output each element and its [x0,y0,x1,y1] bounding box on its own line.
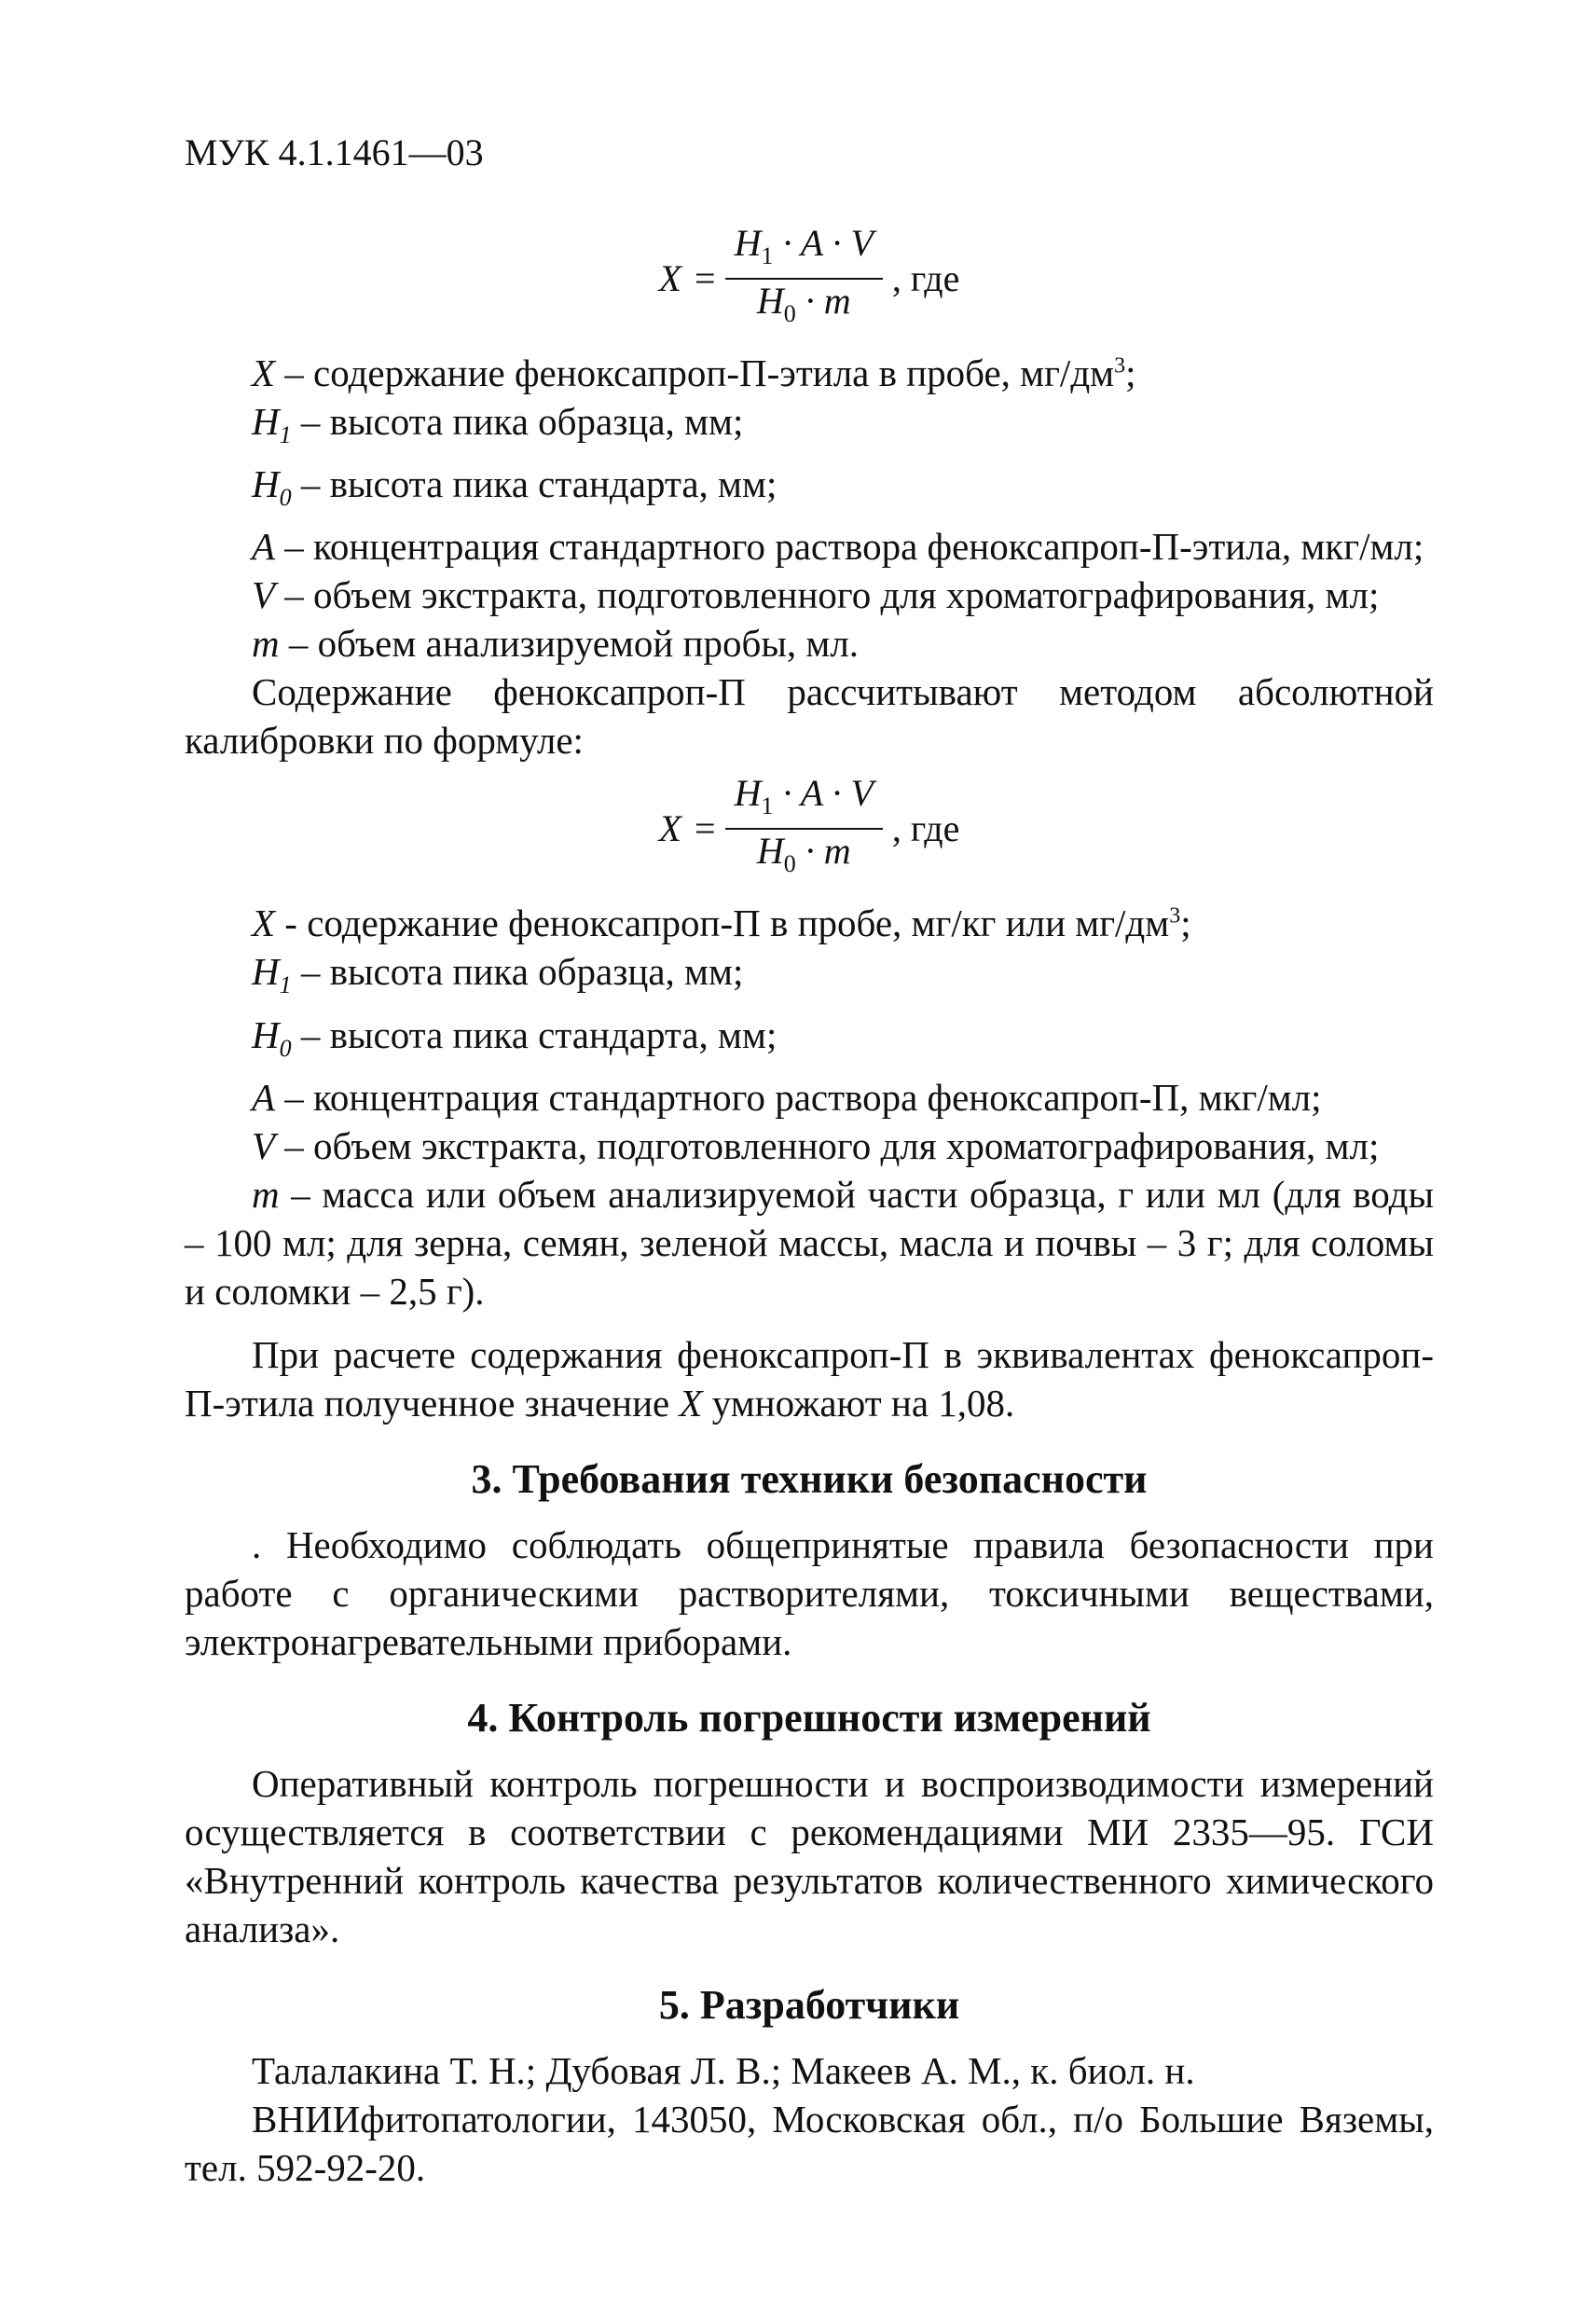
section-5-title: 5. Разработчики [658,1981,960,2028]
page-content [185,214,1434,2192]
section-4-title: 4. Контроль погрешности измерений [467,1694,1151,1741]
formula-fraction [725,772,883,886]
definition-v-2: V – объем экстракта, подготовленного для хроматографирования, мл; [252,1123,1380,1167]
definition-h1-1: $H_1$ – высота пика образца, мм; [252,400,744,449]
definition-a-1: A – концентрация стандартного раствора феноксапроп-П-этила, мкг/мл; [252,525,1424,569]
definition-h0-2: $H_0$ – высота пика стандарта, мм; [252,1012,777,1062]
definition-x-1: X – содержание феноксапроп-П-этила в пробе, $мг/дм^3$; [252,351,1136,394]
section-4-text: Оперативный контроль погрешности и воспроизводимости измерений осуществляется в соответствии с рекомендациями МИ 2335—95. ГСИ «Внутренний контроль качества результатов количественного химического анализа». [185,1761,1434,1950]
definition-m-2: m – масса или объем анализируемой части образца, г или мл (для воды – 100 мл; для зерна, семян, зеленой массы, масла и почвы – 3 г; для соломы и соломки – 2,5 г). [185,1172,1434,1313]
formula-numerator: $H_1 \cdot A \cdot V$ [725,222,883,280]
formula-numerator: $H_1 \cdot A \cdot V$ [725,772,883,830]
formula-lhs: X [658,807,682,850]
section-3-text: . Необходимо соблюдать общепринятые правила безопасности при работе с органическими растворителями, токсичными веществами, электронагревательными приборами. [185,1522,1434,1663]
document-code: МУК 4.1.1461—03 [185,131,484,173]
definition-x-2: X - содержание феноксапроп-П в пробе, мг/кг или $мг/дм^3$; [252,902,1191,945]
formula-2 [185,772,1434,886]
definition-h0-1: $H_0$ – высота пика стандарта, мм; [252,462,777,512]
formula-where: , где [891,807,960,850]
definition-h1-2: $H_1$ – высота пика образца, мм; [252,950,744,999]
formula-equals: = [695,807,716,850]
definition-a-2: A – концентрация стандартного раствора феноксапроп-П, мкг/мл; [252,1075,1322,1119]
section-5-organization: ВНИИфитопатологии, 143050, Московская обл., п/о Большие Вяземы, тел. 592-92-20. [185,2097,1434,2189]
formula-denominator: $H_0 \cdot m$ [756,830,851,878]
formula-denominator: $H_0 \cdot m$ [756,280,851,327]
section-3-title: 3. Требования техники безопасности [471,1455,1148,1502]
definition-v-1: V – объем экстракта, подготовленного для хроматографирования, мл; [252,573,1380,617]
calibration-paragraph: Содержание феноксапроп-П рассчитывают методом абсолютной калибровки по формуле: [185,670,1434,763]
section-5-authors: Талалакина Т. Н.; Дубовая Л. В.; Макеев А. М., к. биол. н. [252,2048,1195,2092]
formula-equals: = [695,257,716,299]
formula-1 [185,222,1434,336]
formula-fraction [725,222,883,336]
conversion-paragraph: При расчете содержания феноксапроп-П в эквивалентах феноксапроп-П-этила полученное значение X умножают на 1,08. [185,1332,1434,1425]
definition-m-1: m – объем анализируемой пробы, мл. [252,622,860,666]
formula-lhs: X [658,257,682,299]
formula-where: , где [891,257,960,299]
